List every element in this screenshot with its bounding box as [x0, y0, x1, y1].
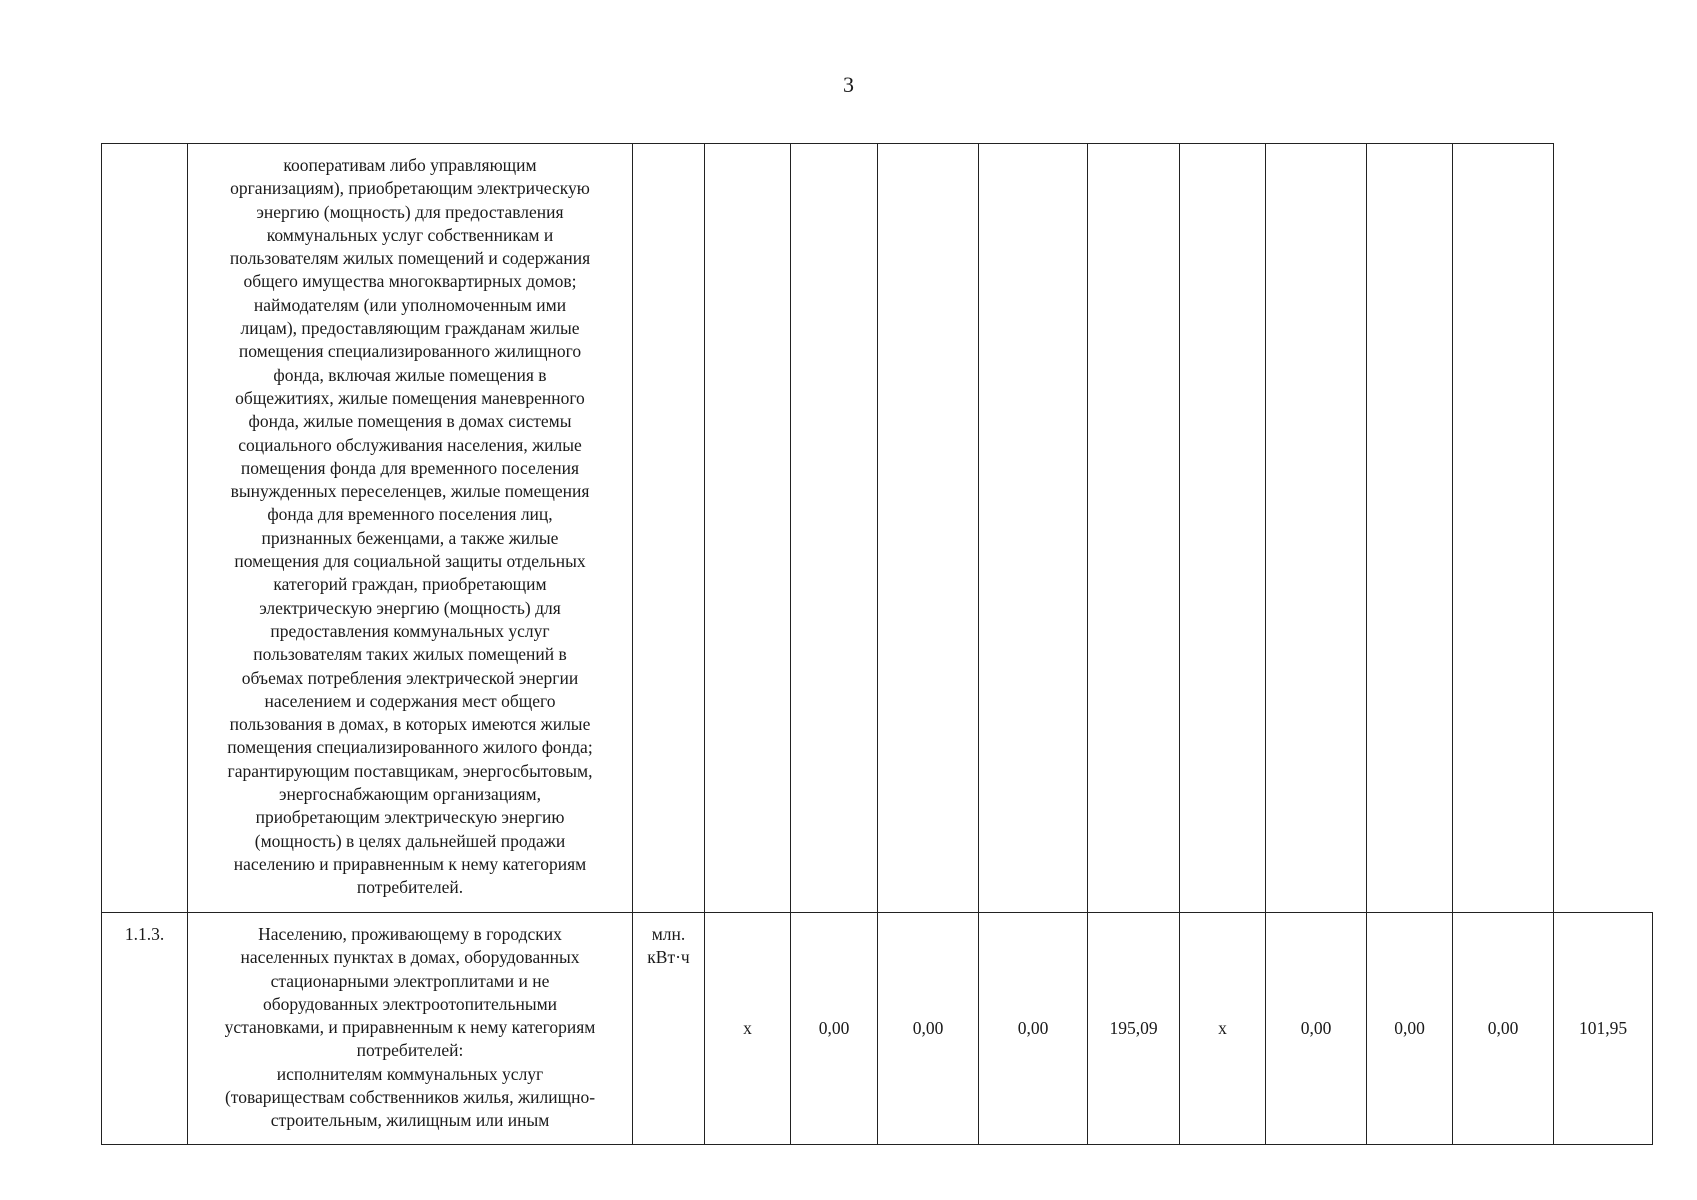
value-cell: х [1180, 913, 1266, 1145]
value-cell: 195,09 [1088, 913, 1180, 1145]
value-cell [1266, 144, 1367, 913]
row-description-cell: Населению, проживающему в городских населенных пунктах в домах, оборудованных стационарными электроплитами и не оборудованных электроотопительными установками, и приравненным к нему категориям потребителей: исполнителям коммунальных услуг (товариществам собственников жилья, жилищно- строительным, жилищным или иным [188, 913, 633, 1145]
value-cell [705, 144, 791, 913]
table-row-continuation [102, 144, 1653, 913]
value-cell: 0,00 [878, 913, 979, 1145]
unit-cell: млн. кВт·ч [633, 913, 705, 1145]
value-cell: 0,00 [979, 913, 1088, 1145]
value-cell [979, 144, 1088, 913]
value-cell [791, 144, 878, 913]
value-cell: 0,00 [1266, 913, 1367, 1145]
value-cell: 0,00 [791, 913, 878, 1145]
value-cell [878, 144, 979, 913]
page-number: 3 [843, 72, 854, 97]
row-number-cell [102, 144, 188, 913]
value-cell: 0,00 [1453, 913, 1554, 1145]
value-cell [1088, 144, 1180, 913]
table-row-1-1-3 [102, 913, 1653, 1145]
value-cell: 101,95 [1554, 913, 1653, 1145]
value-cell [1367, 144, 1453, 913]
row-number-cell: 1.1.3. [102, 913, 188, 1145]
tariff-table [101, 143, 1653, 1145]
unit-cell [633, 144, 705, 913]
value-cell [1180, 144, 1266, 913]
value-cell: 0,00 [1367, 913, 1453, 1145]
value-cell: х [705, 913, 791, 1145]
row-description-cell: кооперативам либо управляющим организациям), приобретающим электрическую энергию (мощность) для предоставления коммунальных услуг собственникам и пользователям жилых помещений и содержания общего имущества многоквартирных домов; наймодателям (или уполномоченным ими лицам), предоставляющим гражданам жилые помещения специализированного жилищного фонда, включая жилые помещения в общежитиях, жилые помещения маневренного фонда, жилые помещения в домах системы социального обслуживания населения, жилые помещения фонда для временного поселения вынужденных переселенцев, жилые помещения фонда для временного поселения лиц, признанных беженцами, а также жилые помещения для социальной защиты отдельных категорий граждан, приобретающим электрическую энергию (мощность) для предоставления коммунальных услуг пользователям таких жилых помещений в объемах потребления электрической энергии населением и содержания мест общего пользования в домах, в которых имеются жилые помещения специализированного жилого фонда; гарантирующим поставщикам, энергосбытовым, энергоснабжающим организациям, приобретающим электрическую энергию (мощность) в целях дальнейшей продажи населению и приравненным к нему категориям потребителей. [188, 144, 633, 913]
value-cell [1453, 144, 1554, 913]
